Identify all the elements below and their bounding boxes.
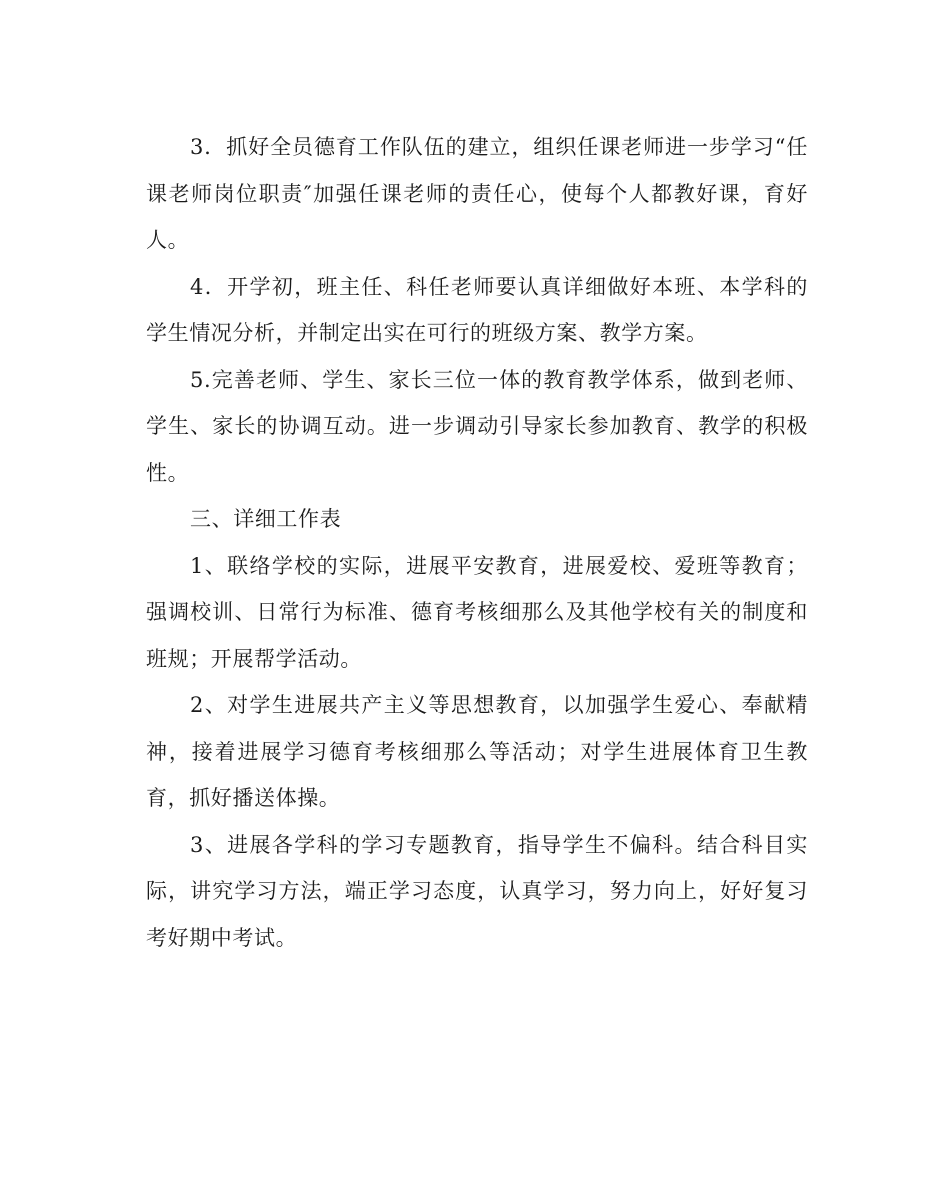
paragraph-study-topics: 3、进展各学科的学习专题教育，指导学生不偏科。结合科目实际，讲究学习方法，端正学习态度，认真学习，努力向上，好好复习考好期中考试。: [146, 832, 808, 950]
paragraph-student-analysis: 4．开学初，班主任、科任老师要认真详细做好本班、本学科的学生情况分析，并制定出实在可行的班级方案、教学方案。: [146, 274, 808, 345]
paragraph-ideological-education: 2、对学生进展共产主义等思想教育，以加强学生爱心、奉献精神，接着进展学习德育考核细那么等活动；对学生进展体育卫生教育，抓好播送体操。: [146, 693, 808, 810]
document-body: [146, 124, 808, 961]
section-heading-work-schedule: 三、详细工作表: [190, 507, 342, 531]
paragraph-education-system: 5.完善老师、学生、家长三位一体的教育教学体系，做到老师、学生、家长的协调互动。进一步调动引导家长参加教育、教学的积极性。: [146, 367, 808, 485]
paragraph-safety-education: 1、联络学校的实际，进展平安教育，进展爱校、爱班等教育；强调校训、日常行为标准、德育考核细那么及其他学校有关的制度和班规；开展帮学活动。: [146, 553, 808, 671]
paragraph-staff-team: 3．抓好全员德育工作队伍的建立，组织任课老师进一步学习“任课老师岗位职责″加强任课老师的责任心，使每个人都教好课，育好人。: [146, 135, 808, 252]
